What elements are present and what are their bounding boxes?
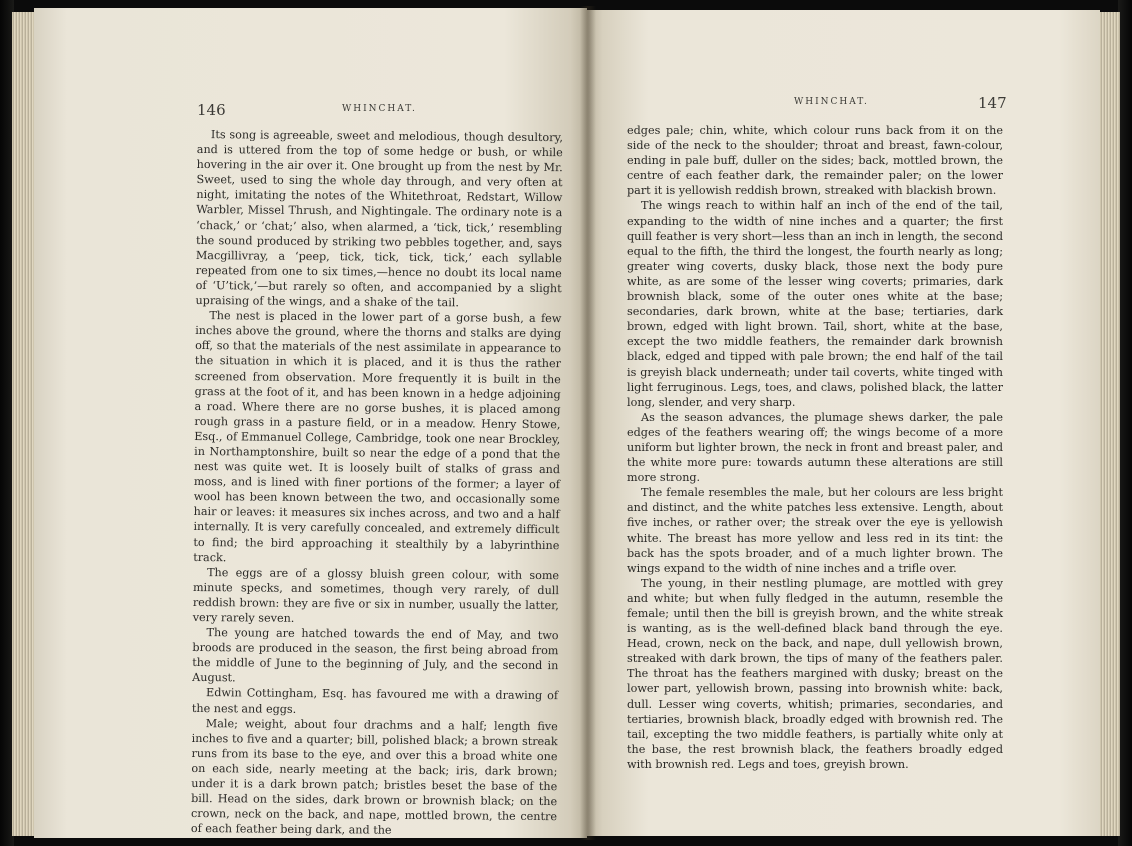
paragraph: Edwin Cottingham, Esq. has favoured me with a drawing of the nest and eggs.: [191, 686, 559, 716]
book-gutter: [580, 6, 596, 840]
paragraph: As the season advances, the plumage shews darker, the pale edges of the feathers wearing off; the wings become of a more uniform but lighter brown, the neck in front and breast paler, and the white more pure: towards autumn these alterations are still more strong.: [627, 410, 1003, 485]
paragraph: The eggs are of a glossy bluish green colour, with some minute specks, and sometimes, though very rarely, of dull reddish brown: they are five or six in number, usually the latter, very rarely seven.: [192, 565, 560, 625]
paragraph: The young are hatched towards the end of May, and two broods are produced in the season, the first being abroad from the middle of June to the beginning of July, and the second in August.: [192, 626, 559, 685]
paragraph: The young, in their nestling plumage, are mottled with grey and white; but when fully fledged in the autumn, resemble the female; until then the bill is greyish brown, and the white streak is wanting, as is the well-defined black band through the eye. Head, crown, neck on the back, and nape, dull yellowish brown, streaked with dark brown, the tips of many of the feathers paler. The throat has the feathers margined with dusky; breast on the lower part, yellowish brown, passing into brownish white: back, dull. Lesser wing coverts, whitish; primaries, secondaries, and tertiaries, brownish black, broadly edged with brownish red. The tail, excepting the two middle feathers, is partially white only at the base, the rest brownish black, the feathers broadly edged with brownish red. Legs and toes, greyish brown.: [627, 576, 1003, 771]
left-page-number: 146: [197, 101, 226, 119]
paragraph: The female resembles the male, but her colours are less bright and distinct, and the white patches less extensive. Length, about five inches, or rather over; the streak over the eye is yellowish white. The breast has more yellow and less red in its tint: the back has the spots broader, and of a much lighter brown. The wings expand to the width of nine inches and a trifle over.: [627, 486, 1003, 575]
right-running-title: WHINCHAT.: [794, 97, 869, 107]
right-page-text: [627, 123, 1003, 772]
paragraph: edges pale; chin, white, which colour runs back from it on the side of the neck to the shoulder; throat and breast, fawn-colour, ending in pale buff, duller on the sides; back, mottled brown, the centre of each feather dark, the remainder paler; on the lower part it is yellowish reddish brown, streaked with blackish brown.: [627, 124, 1003, 198]
paragraph: Its song is agreeable, sweet and melodious, though desultory, and is uttered from the top of some hedge or bush, or while hovering in the air over it. One brought up from the nest by Mr. Sweet, used to sing the whole day through, and very often at night, imitating the notes of the Whitethroat, Redstart, Willow Warbler, Missel Thrush, and Nightingale. The ordinary note is a ‘chack,’ or ‘chat;’ also, when alarmed, a ‘tick, tick,’ resembling the sound produced by striking two pebbles together, and, says Macgillivray, a ‘peep, tick, tick, tick, tick,’ each syllable repeated from one to six times,—hence no doubt its local name of ‘U’tick,’—but rarely so often, and accompanied by a slight upraising of the wings, and a shake of the tail.: [195, 128, 563, 310]
paragraph: The nest is placed in the lower part of a gorse bush, a few inches above the ground, where the thorns and stalks are dying off, so that the materials of the nest assimilate in appearance to the situation in which it is placed, and it is thus the rather screened from observation. More frequently it is built in the grass at the foot of it, and has been known in a hedge adjoining a road. Where there are no gorse bushes, it is placed among rough grass in a pasture field, or in a meadow. Henry Stowe, Esq., of Emmanuel College, Cambridge, took one near Brockley, in Northamptonshire, built so near the edge of a pond that the nest was quite wet. It is loosely built of stalks of grass and moss, and is lined with finer portions of the former; a layer of wool has been known between the two, and occasionally some hair or leaves: it measures six inches across, and two and a half internally. It is very carefully concealed, and extremely difficult to find; the bird approaching it stealthily by a labyrinthine track.: [193, 309, 562, 564]
left-page-text: [191, 127, 563, 840]
paragraph: The wings reach to within half an inch of the end of the tail, expanding to the width of nine inches and a quarter; the first quill feather is very short—less than an inch in length, the second equal to the fifth, the third the longest, the fourth nearly as long; greater wing coverts, dusky black, those next the body pure white, as are some of the lesser wing coverts; primaries, dark brownish black, some of the outer ones white at the base; secondaries, dark brown, white at the base; tertiaries, dark brown, edged with light brown. Tail, short, white at the base, except the two middle feathers, the remainder dark brownish black, edged and tipped with pale brown; the end half of the tail is greyish black underneath; under tail coverts, white tinged with light ferruginous. Legs, toes, and claws, polished black, the latter long, slender, and very sharp.: [627, 199, 1003, 409]
paragraph: Male; weight, about four drachms and a half; length five inches to five and a quarter; bill, polished black; a brown streak runs from its base to the eye, and over this a broad white one on each side, nearly meeting at the back; iris, dark brown; under it is a dark brown patch; bristles beset the base of the bill. Head on the sides, dark brown or brownish black; on the crown, neck on the back, and nape, mottled brown, the centre of each feather being dark, and the: [190, 716, 558, 838]
scan-right-edge: [1118, 0, 1132, 846]
left-running-title: WHINCHAT.: [342, 104, 417, 114]
right-page-number: 147: [978, 94, 1007, 112]
